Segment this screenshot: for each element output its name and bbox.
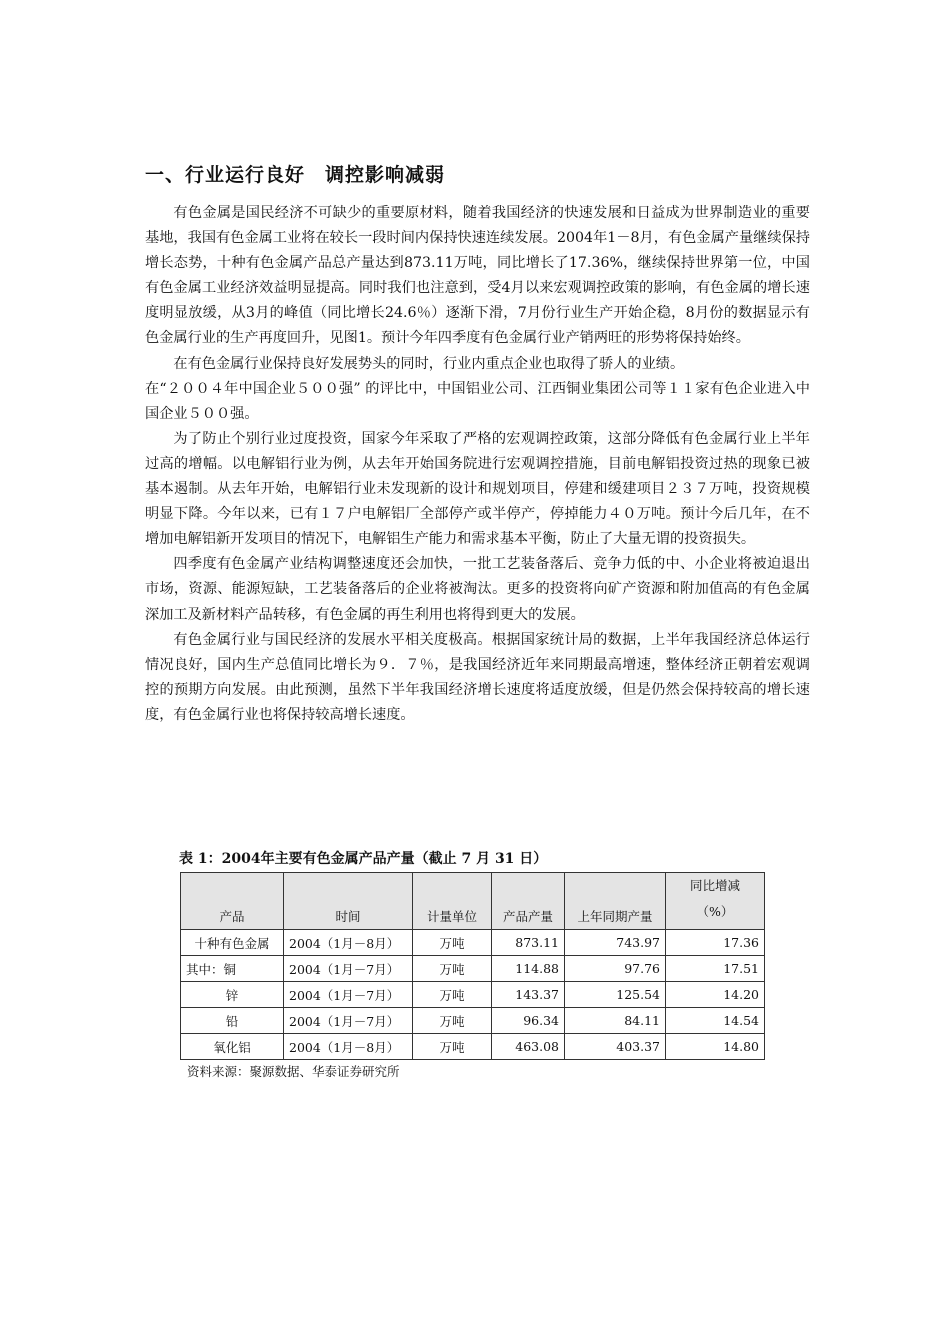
table-header-row bbox=[181, 873, 765, 930]
header-product: 产品 bbox=[181, 873, 284, 930]
cell-period: 2004（1月－8月） bbox=[284, 930, 413, 956]
cell-output: 463.08 bbox=[492, 1034, 565, 1060]
table-caption: 表 1：2004年主要有色金属产品产量（截止 7 月 31 日） bbox=[179, 851, 548, 867]
cell-yoy-change: 17.51 bbox=[666, 956, 765, 982]
cell-output: 873.11 bbox=[492, 930, 565, 956]
cell-product: 锌 bbox=[181, 982, 284, 1008]
cell-yoy-change: 14.80 bbox=[666, 1034, 765, 1060]
header-period: 时间 bbox=[284, 873, 413, 930]
cell-unit: 万吨 bbox=[413, 1008, 492, 1034]
cell-unit: 万吨 bbox=[413, 930, 492, 956]
section-heading: 一、行业运行良好 调控影响减弱 bbox=[145, 164, 446, 186]
paragraph: 在“２００４年中国企业５００强” 的评比中，中国铝业公司、江西铜业集团公司等１１家有色企业进入中国企业５００强。 bbox=[145, 380, 810, 422]
cell-last-year-output: 84.11 bbox=[565, 1008, 666, 1034]
header-last-year-output: 上年同期产量 bbox=[565, 873, 666, 930]
header-unit: 计量单位 bbox=[413, 873, 492, 930]
cell-output: 143.37 bbox=[492, 982, 565, 1008]
body-text bbox=[145, 201, 810, 728]
cell-yoy-change: 14.20 bbox=[666, 982, 765, 1008]
cell-unit: 万吨 bbox=[413, 1034, 492, 1060]
cell-last-year-output: 743.97 bbox=[565, 930, 666, 956]
cell-yoy-change: 14.54 bbox=[666, 1008, 765, 1034]
cell-product: 其中：铜 bbox=[181, 956, 284, 982]
cell-period: 2004（1月－8月） bbox=[284, 1034, 413, 1060]
paragraph: 有色金属行业与国民经济的发展水平相关度极高。根据国家统计局的数据，上半年我国经济总体运行情况良好，国内生产总值同比增长为９．７％，是我国经济近年来同期最高增速，整体经济正朝着宏观调控的预期方向发展。由此预测，虽然下半年我国经济增长速度将适度放缓，但是仍然会保持较高的增长速度，有色金属行业也将保持较高增长速度。 bbox=[145, 631, 810, 723]
cell-period: 2004（1月－7月） bbox=[284, 982, 413, 1008]
cell-output: 96.34 bbox=[492, 1008, 565, 1034]
paragraph: 四季度有色金属产业结构调整速度还会加快，一批工艺装备落后、竞争力低的中、小企业将被迫退出市场，资源、能源短缺，工艺装备落后的企业将被淘汰。更多的投资将向矿产资源和附加值高的有色金属深加工及新材料产品转移，有色金属的再生利用也将得到更大的发展。 bbox=[145, 556, 810, 623]
table-source-note: 资料来源：聚源数据、华泰证券研究所 bbox=[187, 1064, 400, 1079]
table-row bbox=[181, 930, 765, 956]
cell-product: 氧化铝 bbox=[181, 1034, 284, 1060]
header-yoy-change bbox=[666, 873, 765, 930]
production-table bbox=[180, 872, 765, 1060]
table-row bbox=[181, 982, 765, 1008]
header-yoy-unit: （%） bbox=[696, 904, 734, 919]
cell-period: 2004（1月－7月） bbox=[284, 1008, 413, 1034]
cell-last-year-output: 125.54 bbox=[565, 982, 666, 1008]
header-yoy-label: 同比增减 bbox=[689, 878, 740, 893]
cell-output: 114.88 bbox=[492, 956, 565, 982]
cell-last-year-output: 403.37 bbox=[565, 1034, 666, 1060]
table-row bbox=[181, 1034, 765, 1060]
cell-yoy-change: 17.36 bbox=[666, 930, 765, 956]
cell-unit: 万吨 bbox=[413, 982, 492, 1008]
paragraph: 有色金属是国民经济不可缺少的重要原材料，随着我国经济的快速发展和日益成为世界制造业的重要基地，我国有色金属工业将在较长一段时间内保持快速连续发展。2004年1－8月，有色金属产量继续保持增长态势，十种有色金属产品总产量达到873.11万吨，同比增长了17.36%，继续保持世界第一位，中国有色金属工业经济效益明显提高。同时我们也注意到，受4月以来宏观调控政策的影响，有色金属的增长速度明显放缓，从3月的峰值（同比增长24.6％）逐渐下滑，7月份行业生产开始企稳，8月份的数据显示有色金属行业的生产再度回升，见图1。预计今年四季度有色金属行业产销两旺的形势将保持始终。 bbox=[145, 205, 810, 347]
cell-product: 铅 bbox=[181, 1008, 284, 1034]
cell-last-year-output: 97.76 bbox=[565, 956, 666, 982]
table-row bbox=[181, 1008, 765, 1034]
paragraph: 为了防止个别行业过度投资，国家今年采取了严格的宏观调控政策，这部分降低有色金属行业上半年过高的增幅。以电解铝行业为例，从去年开始国务院进行宏观调控措施，目前电解铝投资过热的现象已被基本遏制。从去年开始，电解铝行业未发现新的设计和规划项目，停建和缓建项目２３７万吨，投资规模明显下降。今年以来，已有１７户电解铝厂全部停产或半停产，停掉能力４０万吨。预计今后几年，在不增加电解铝新开发项目的情况下，电解铝生产能力和需求基本平衡，防止了大量无谓的投资损失。 bbox=[145, 430, 810, 548]
cell-unit: 万吨 bbox=[413, 956, 492, 982]
table-row bbox=[181, 956, 765, 982]
paragraph: 在有色金属行业保持良好发展势头的同时，行业内重点企业也取得了骄人的业绩。 bbox=[173, 355, 685, 372]
header-output: 产品产量 bbox=[492, 873, 565, 930]
cell-period: 2004（1月－7月） bbox=[284, 956, 413, 982]
cell-product: 十种有色金属 bbox=[181, 930, 284, 956]
